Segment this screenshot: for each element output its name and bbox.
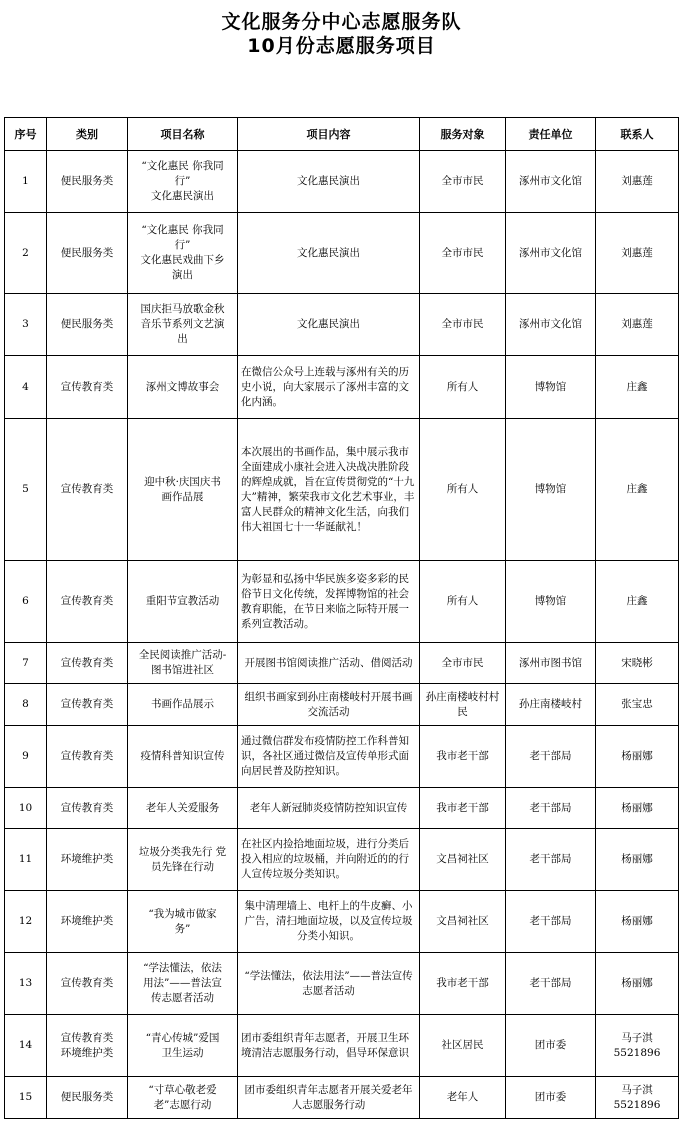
cell-responsible-unit: 老干部局 <box>506 953 596 1015</box>
cell-responsible-unit: 涿州市图书馆 <box>506 643 596 684</box>
cell-service-target: 我市老干部 <box>420 788 506 829</box>
cell-service-target: 我市老干部 <box>420 726 506 788</box>
cell-contact <box>596 356 679 419</box>
cell-category-line: 宣传教育类 <box>60 656 114 669</box>
cell-contact-line: 庄鑫 <box>626 380 648 393</box>
cell-category-line: 宣传教育类 <box>60 380 114 393</box>
cell-category-line: 环境维护类 <box>60 915 114 927</box>
cell-project-content: “学法懂法，依法用法”——普法宣传志愿者活动 <box>238 953 420 1015</box>
cell-project-name-line: 画作品展 <box>161 490 204 503</box>
cell-service-target: 全市市民 <box>420 643 506 684</box>
cell-project-name <box>128 891 238 953</box>
cell-no: 13 <box>5 953 47 1015</box>
cell-responsible-unit: 博物馆 <box>506 561 596 643</box>
cell-contact <box>596 151 679 213</box>
cell-category-line: 宣传教育类 <box>60 1031 114 1044</box>
cell-category <box>47 151 128 213</box>
cell-contact-line: 宋晓彬 <box>621 656 653 669</box>
header-category: 类别 <box>47 118 128 151</box>
cell-project-name-line: “青心传城”爱国 <box>145 1031 220 1044</box>
cell-contact-line: 刘惠莲 <box>621 318 653 330</box>
cell-project-name-line: 老年人关爱服务 <box>145 801 220 814</box>
cell-no: 12 <box>5 891 47 953</box>
cell-project-name-line: 行” <box>174 239 191 251</box>
cell-project-name-line: 图书馆进社区 <box>151 664 214 676</box>
cell-no: 2 <box>5 213 47 294</box>
cell-responsible-unit: 孙庄南楼岐村 <box>506 684 596 726</box>
cell-category <box>47 829 128 891</box>
cell-contact <box>596 419 679 561</box>
cell-project-name-line: 国庆拒马放歌金秋 <box>140 303 225 315</box>
cell-project-name <box>128 419 238 561</box>
cell-category <box>47 213 128 294</box>
cell-contact-line: 马子淇 <box>621 1083 653 1096</box>
cell-project-name-line: “我为城市做家 <box>148 907 217 920</box>
cell-no: 9 <box>5 726 47 788</box>
cell-contact <box>596 953 679 1015</box>
table-header-row <box>5 118 679 151</box>
cell-project-name-line: 老”志愿行动 <box>153 1098 212 1111</box>
cell-contact <box>596 891 679 953</box>
header-responsible-unit: 责任单位 <box>506 118 596 151</box>
cell-project-name <box>128 953 238 1015</box>
cell-project-content: 老年人新冠肺炎疫情防控知识宣传 <box>238 788 420 829</box>
cell-category-line: 便民服务类 <box>60 175 114 187</box>
cell-category <box>47 684 128 726</box>
cell-project-content: 通过微信群发布疫情防控工作科普知识，各社区通过微信及宣传单形式面向居民普及防控知识。 <box>238 726 420 788</box>
cell-contact <box>596 561 679 643</box>
cell-project-content: 团市委组织青年志愿者开展关爱老年人志愿服务行动 <box>238 1077 420 1119</box>
table-row <box>5 561 679 643</box>
cell-project-name <box>128 356 238 419</box>
cell-project-name <box>128 684 238 726</box>
cell-responsible-unit: 老干部局 <box>506 726 596 788</box>
cell-contact-line: 庄鑫 <box>626 595 648 607</box>
cell-project-name <box>128 561 238 643</box>
table-row <box>5 829 679 891</box>
cell-category <box>47 891 128 953</box>
cell-contact-line: 刘惠莲 <box>621 175 653 187</box>
cell-category <box>47 294 128 356</box>
header-no: 序号 <box>5 118 47 151</box>
cell-project-name-line: 文化惠民演出 <box>151 190 214 202</box>
cell-service-target: 全市市民 <box>420 151 506 213</box>
table-row <box>5 294 679 356</box>
cell-project-name <box>128 151 238 213</box>
table-body <box>5 151 679 1119</box>
cell-project-name-line: 卫生运动 <box>161 1046 204 1059</box>
cell-category <box>47 419 128 561</box>
cell-responsible-unit: 老干部局 <box>506 829 596 891</box>
cell-service-target: 文昌祠社区 <box>420 829 506 891</box>
cell-project-name-line: “寸草心敬老爱 <box>148 1083 217 1096</box>
cell-category-line: 便民服务类 <box>60 318 114 330</box>
cell-no: 4 <box>5 356 47 419</box>
cell-service-target: 社区居民 <box>420 1015 506 1077</box>
cell-contact <box>596 1077 679 1119</box>
cell-contact-line: 杨丽娜 <box>621 853 653 865</box>
cell-service-target: 文昌祠社区 <box>420 891 506 953</box>
cell-category <box>47 561 128 643</box>
cell-project-name <box>128 829 238 891</box>
cell-responsible-unit: 老干部局 <box>506 788 596 829</box>
table-row <box>5 213 679 294</box>
table-row <box>5 788 679 829</box>
cell-project-name-line: 音乐节系列文艺演 <box>140 318 225 330</box>
cell-project-content: 组织书画家到孙庄南楼岐村开展书画交流活动 <box>238 684 420 726</box>
cell-category-line: 宣传教育类 <box>60 801 114 814</box>
cell-category-line: 宣传教育类 <box>60 483 114 495</box>
cell-category <box>47 356 128 419</box>
table-row <box>5 891 679 953</box>
cell-project-content: 为彰显和弘扬中华民族多姿多彩的民俗节日文化传统，发挥博物馆的社会教育职能，在节日来临之际特开展一系列宣教活动。 <box>238 561 420 643</box>
cell-category-line: 便民服务类 <box>60 246 114 259</box>
cell-project-name-line: 用法”——普法宣 <box>143 977 222 989</box>
cell-project-name <box>128 726 238 788</box>
cell-contact-line: 庄鑫 <box>626 483 648 495</box>
table-row <box>5 643 679 684</box>
cell-contact-line: 杨丽娜 <box>621 915 653 927</box>
cell-project-name-line: 垃圾分类我先行 党 <box>138 845 227 858</box>
cell-contact <box>596 1015 679 1077</box>
cell-contact-line: 5521896 <box>613 1046 661 1059</box>
document-title <box>0 10 683 58</box>
cell-contact <box>596 643 679 684</box>
cell-no: 10 <box>5 788 47 829</box>
cell-project-name-line: 迎中秋·庆国庆书 <box>144 475 221 488</box>
cell-project-content: 本次展出的书画作品，集中展示我市全面建成小康社会进入决战决胜阶段的辉煌成就，旨在宣传贯彻党的“十九大”精神，繁荣我市文化艺术事业，丰富人民群众的精神文化生活，向我们伟大祖国七十一华诞献礼！ <box>238 419 420 561</box>
cell-service-target: 全市市民 <box>420 213 506 294</box>
title-line-2: 10月份志愿服务项目 <box>247 35 436 57</box>
header-project-name: 项目名称 <box>128 118 238 151</box>
cell-contact-line: 杨丽娜 <box>621 750 653 762</box>
cell-no: 11 <box>5 829 47 891</box>
cell-project-name-line: 涿州文博故事会 <box>145 380 220 393</box>
cell-contact <box>596 788 679 829</box>
cell-project-name-line: “文化惠民 你我同 <box>141 160 224 172</box>
cell-category <box>47 1015 128 1077</box>
table-row <box>5 1077 679 1119</box>
cell-service-target: 我市老干部 <box>420 953 506 1015</box>
table-row <box>5 356 679 419</box>
table-row <box>5 684 679 726</box>
cell-project-name-line: 务” <box>174 922 191 935</box>
cell-contact <box>596 829 679 891</box>
cell-responsible-unit: 老干部局 <box>506 891 596 953</box>
header-project-content: 项目内容 <box>238 118 420 151</box>
cell-no: 7 <box>5 643 47 684</box>
cell-project-name-line: “学法懂法，依法 <box>143 962 222 974</box>
cell-project-content: 文化惠民演出 <box>238 213 420 294</box>
cell-project-name-line: 传志愿者活动 <box>151 992 214 1004</box>
cell-project-name <box>128 788 238 829</box>
cell-category <box>47 643 128 684</box>
table-row <box>5 1015 679 1077</box>
cell-project-content: 集中清理墙上、电杆上的牛皮癣、小广告，清扫地面垃圾，以及宣传垃圾分类小知识。 <box>238 891 420 953</box>
cell-project-name-line: 演出 <box>172 269 193 281</box>
cell-no: 1 <box>5 151 47 213</box>
cell-contact <box>596 726 679 788</box>
cell-service-target: 孙庄南楼岐村村民 <box>420 684 506 726</box>
cell-service-target: 所有人 <box>420 419 506 561</box>
cell-project-name-line: “文化惠民 你我同 <box>141 224 224 236</box>
cell-responsible-unit: 涿州市文化馆 <box>506 294 596 356</box>
cell-project-name <box>128 643 238 684</box>
cell-responsible-unit: 博物馆 <box>506 356 596 419</box>
cell-category-line: 宣传教育类 <box>60 977 114 989</box>
cell-project-name-line: 重阳节宣教活动 <box>145 595 220 607</box>
table-row <box>5 953 679 1015</box>
cell-project-name-line: 疫情科普知识宣传 <box>140 750 225 762</box>
cell-service-target: 全市市民 <box>420 294 506 356</box>
cell-contact-line: 5521896 <box>613 1098 661 1111</box>
cell-responsible-unit: 团市委 <box>506 1077 596 1119</box>
cell-project-name-line: 行” <box>174 175 191 187</box>
table-row <box>5 419 679 561</box>
cell-project-name <box>128 294 238 356</box>
cell-service-target: 所有人 <box>420 356 506 419</box>
cell-no: 3 <box>5 294 47 356</box>
cell-project-content: 文化惠民演出 <box>238 151 420 213</box>
cell-contact-line: 马子淇 <box>621 1031 653 1044</box>
header-contact: 联系人 <box>596 118 679 151</box>
cell-project-content: 文化惠民演出 <box>238 294 420 356</box>
cell-category-line: 宣传教育类 <box>60 750 114 762</box>
cell-project-content: 在社区内捡拾地面垃圾，进行分类后投入相应的垃圾桶，并向附近的的行人宣传垃圾分类知识。 <box>238 829 420 891</box>
cell-responsible-unit: 团市委 <box>506 1015 596 1077</box>
table-row <box>5 151 679 213</box>
cell-no: 5 <box>5 419 47 561</box>
cell-project-name-line: 出 <box>177 333 188 345</box>
cell-contact-line: 杨丽娜 <box>621 977 653 989</box>
cell-responsible-unit: 博物馆 <box>506 419 596 561</box>
cell-contact-line: 杨丽娜 <box>621 801 653 814</box>
cell-contact-line: 张宝忠 <box>621 698 653 710</box>
cell-project-name <box>128 1015 238 1077</box>
cell-contact <box>596 213 679 294</box>
cell-category-line: 宣传教育类 <box>60 698 114 710</box>
volunteer-project-table <box>4 117 679 1119</box>
cell-project-content: 在微信公众号上连载与涿州有关的历史小说，向大家展示了涿州丰富的文化内涵。 <box>238 356 420 419</box>
cell-project-content: 开展图书馆阅读推广活动、借阅活动 <box>238 643 420 684</box>
cell-category-line: 环境维护类 <box>60 853 114 865</box>
cell-service-target: 老年人 <box>420 1077 506 1119</box>
cell-project-name <box>128 213 238 294</box>
cell-project-content: 团市委组织青年志愿者，开展卫生环境清洁志愿服务行动，倡导环保意识 <box>238 1015 420 1077</box>
cell-category-line: 宣传教育类 <box>60 595 114 607</box>
table-row <box>5 726 679 788</box>
cell-category <box>47 1077 128 1119</box>
cell-project-name-line: 员先锋在行动 <box>151 860 214 873</box>
cell-service-target: 所有人 <box>420 561 506 643</box>
cell-category-line: 环境维护类 <box>60 1046 114 1059</box>
cell-no: 14 <box>5 1015 47 1077</box>
cell-no: 6 <box>5 561 47 643</box>
cell-contact <box>596 294 679 356</box>
cell-project-name <box>128 1077 238 1119</box>
cell-responsible-unit: 涿州市文化馆 <box>506 213 596 294</box>
cell-category <box>47 953 128 1015</box>
cell-project-name-line: 全民阅读推广活动- <box>138 649 227 661</box>
cell-category <box>47 726 128 788</box>
cell-project-name-line: 文化惠民戏曲下乡 <box>140 254 225 266</box>
cell-category-line: 便民服务类 <box>60 1091 114 1103</box>
cell-contact <box>596 684 679 726</box>
cell-project-name-line: 书画作品展示 <box>151 698 214 710</box>
cell-no: 8 <box>5 684 47 726</box>
title-line-1: 文化服务分中心志愿服务队 <box>221 11 462 33</box>
cell-contact-line: 刘惠莲 <box>621 246 653 259</box>
cell-responsible-unit: 涿州市文化馆 <box>506 151 596 213</box>
header-service-target: 服务对象 <box>420 118 506 151</box>
cell-no: 15 <box>5 1077 47 1119</box>
cell-category <box>47 788 128 829</box>
